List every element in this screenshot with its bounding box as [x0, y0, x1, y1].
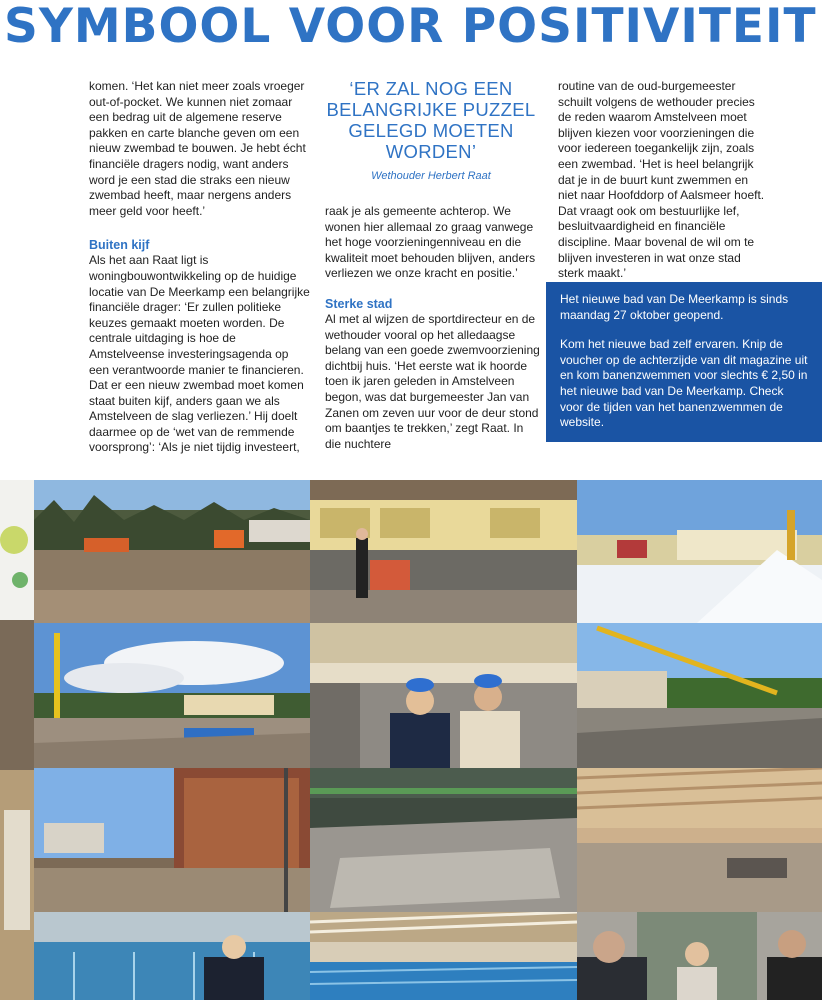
info-box [546, 282, 822, 442]
col2-paragraph-1: raak je als gemeente achterop. We wonen hier allemaal zo graag vanwege het hoge voorzieningenniveau en die kwaliteit moet behouden blijven, anders verliezen we onze kracht en positie.’ [325, 204, 536, 281]
column-1 [89, 79, 311, 456]
photo-construction-site [34, 480, 310, 623]
column-3 [558, 79, 768, 282]
heading-buiten-kijf: Buiten kijf [89, 238, 150, 253]
photo-wooden-hall-frame [34, 768, 310, 912]
info-box-paragraph-2: Kom het nieuwe bad zelf ervaren. Knip de voucher op de achterzijde van dit magazine uit en kom banenzwemmen voor slechts € 2,50 in het nieuwe bad van De Meerkamp. Check voor de tijden van het banenzwemmen de website. [560, 337, 808, 430]
photo-finished-pool-hall [310, 912, 577, 1000]
heading-sterke-stad: Sterke stad [325, 296, 393, 311]
photo-woman-at-pool [34, 912, 310, 1000]
col2-paragraph-2: Al met al wijzen de sportdirecteur en de wethouder vooral op het alledaagse belang van een goede zwemvoorziening dichtbij huis. ‘Het eerste wat ik hoorde toen ik jaren geleden in Amstelveen begon, was dat burgemeester Jan van Zanen om zeven uur voor de deur stond om baantjes te trekken,’ zegt Raat. In die nuchtere [325, 311, 540, 451]
photo-sports-hall-interior [577, 768, 822, 912]
photo-meeting-people [577, 912, 822, 1000]
col3-paragraph-1: routine van de oud-burgemeester schuilt volgens de wethouder precies de reden waarom Amstelveen moet blijven kiezen voor voorzieningen die voor iedereen toegankelijk zijn, zoals een zwembad. ‘Het is heel belangrijk dat je in de buurt kunt zwemmen en niet naar Hoofddorp of Aalsmeer hoeft. Dat vraagt ook om bestuurlijke lef, besluitvaardigheid en financiële discipline. Maar bovenal de wil om te blijven investeren in wat onze stad sterk maakt.’ [558, 79, 765, 281]
column-2 [325, 204, 540, 452]
photo-swimmer-building [310, 480, 577, 623]
pull-quote [322, 78, 540, 182]
photo-pool-under-construction [577, 623, 822, 768]
page-title: SYMBOOL VOOR POSITIVITEIT [4, 0, 817, 54]
photo-snowy-site [577, 480, 822, 623]
left-edge-photo-strip [0, 480, 34, 1000]
photo-crane-clouds [34, 623, 310, 768]
photo-pool-basin-interior [310, 768, 577, 912]
col1-paragraph-2: Als het aan Raat ligt is woningbouwontwikkeling op de huidige locatie van De Meerkamp een belangrijke financiële drager: ‘Er zullen politieke keuzes gemaakt moeten worden. De centrale uitdaging is hoe de Amstelveense investeringsagenda op een verantwoorde manier te financieren. Dat er een nieuw zwembad moet komen staat buiten kijf, anders gaan we als Amstelveen de slag verliezen.’ Hij doelt daarmee op de ‘wet van de remmende voorsprong’: ‘Als je niet tijdig investeert, [89, 253, 310, 455]
photo-two-people-helmets [310, 623, 577, 768]
quote-text: ‘ER ZAL NOG EEN BELANGRIJKE PUZZEL GELEGD MOETEN WORDEN’ [326, 78, 536, 162]
col1-paragraph-1: komen. ‘Het kan niet meer zoals vroeger out-of-pocket. We kunnen niet zomaar een bedrag uit de algemene reserve pakken en carte blanche geven om een nieuw zwembad te bouwen. Je hebt écht financiële dragers nodig, want anders word je een stad die straks een nieuw zwembad heeft, maar nergens anders meer geld voor heeft.’ [89, 79, 306, 218]
info-box-paragraph-1: Het nieuwe bad van De Meerkamp is sinds maandag 27 oktober geopend. [560, 292, 789, 322]
quote-author: Wethouder Herbert Raat [371, 170, 491, 182]
